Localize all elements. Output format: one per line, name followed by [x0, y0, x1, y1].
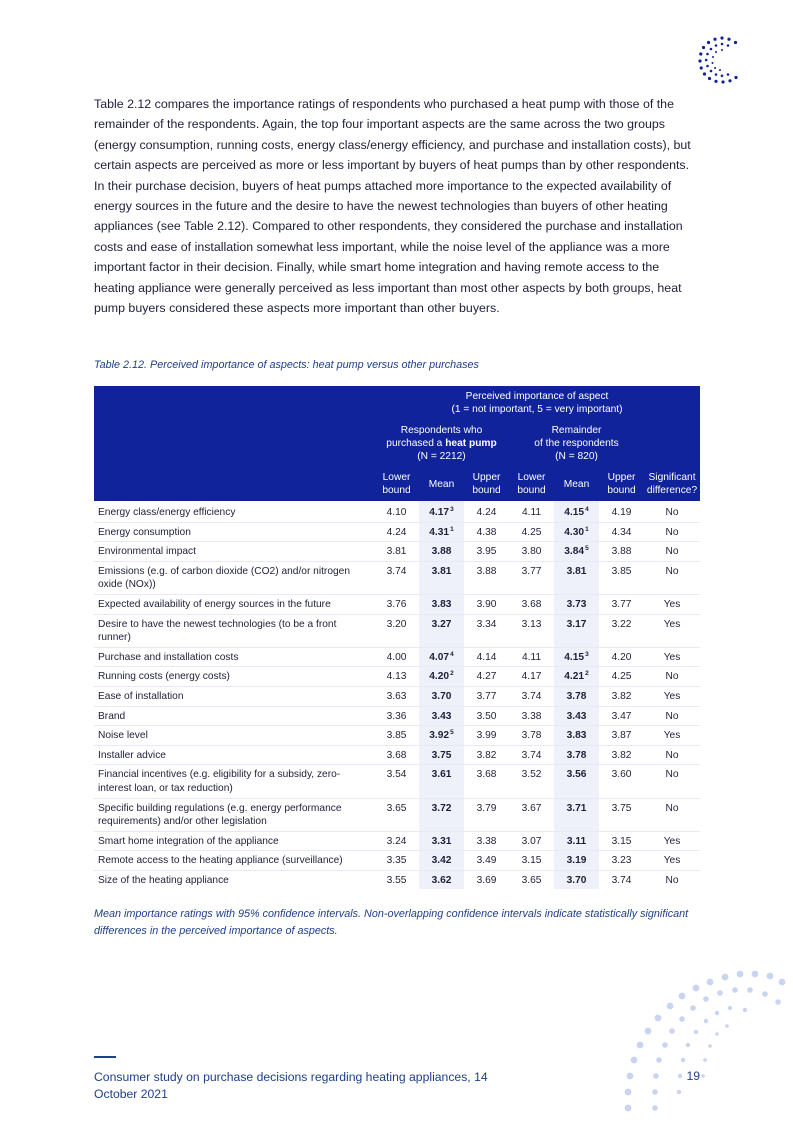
other-mean-cell: 3.43 [554, 706, 599, 726]
rank-superscript: 2 [585, 670, 589, 678]
aspect-cell: Energy class/energy efficiency [94, 501, 374, 522]
hp-mean-cell: 3.27 [419, 614, 464, 647]
hp-lower-cell: 3.63 [374, 686, 419, 706]
aspect-cell: Environmental impact [94, 542, 374, 562]
hp-upper-cell: 3.34 [464, 614, 509, 647]
hp-lower-cell: 4.24 [374, 522, 419, 542]
footer-rule [94, 1056, 116, 1058]
table-row [94, 798, 700, 831]
significant-cell: No [644, 522, 700, 542]
header-group-heat-pump: Respondents who purchased a heat pump (N = 2212) [374, 419, 509, 467]
table-note: Mean importance ratings with 95% confidence intervals. Non-overlapping confidence intervals indicate statistically significant differences in the perceived importance of aspects. [94, 908, 689, 937]
aspect-cell: Energy consumption [94, 522, 374, 542]
other-mean-cell: 3.84$^5$ [554, 542, 599, 562]
hp-mean-cell: 4.20$^2$ [419, 667, 464, 687]
hp-lower-cell: 4.10 [374, 501, 419, 522]
table-row [94, 745, 700, 765]
other-mean-cell: 3.17 [554, 614, 599, 647]
hp-upper-cell: 3.82 [464, 745, 509, 765]
hp-lower-cell: 3.20 [374, 614, 419, 647]
significant-cell: No [644, 706, 700, 726]
other-upper-cell: 3.88 [599, 542, 644, 562]
hp-mean-cell: 3.92$^5$ [419, 726, 464, 746]
significant-cell: No [665, 874, 679, 886]
rank-superscript: 2 [450, 670, 454, 678]
aspect-cell: Size of the heating appliance [98, 874, 229, 886]
aspect-cell: Emissions (e.g. of carbon dioxide (CO2) and/or nitrogen oxide (NOx)) [94, 561, 374, 594]
rank-superscript: 5 [450, 729, 454, 737]
importance-table [94, 386, 700, 889]
hp-lower-cell: 3.65 [374, 798, 419, 831]
other-upper-cell: 3.77 [599, 594, 644, 614]
hp-lower-cell: 3.74 [374, 561, 419, 594]
table-row [94, 542, 700, 562]
rank-superscript: 4 [585, 506, 589, 513]
other-upper-cell: 4.25 [599, 667, 644, 687]
other-lower-cell: 3.52 [509, 765, 554, 798]
table-row [94, 726, 700, 746]
aspect-cell: Expected availability of energy sources in the future [94, 594, 374, 614]
other-lower-cell: 3.80 [509, 542, 554, 562]
table-row [94, 501, 700, 522]
other-upper-cell: 3.87 [599, 726, 644, 746]
hp-mean-cell: 3.72 [419, 798, 464, 831]
other-mean-cell: 4.21$^2$ [554, 667, 599, 687]
other-upper-cell: 4.19 [599, 501, 644, 522]
significant-cell: Yes [644, 686, 700, 706]
other-upper-cell: 3.75 [599, 798, 644, 831]
other-mean-cell: 3.11 [554, 831, 599, 851]
hp-upper-cell: 4.38 [464, 522, 509, 542]
other-mean-cell: 4.15$^4$ [554, 501, 599, 522]
header-mean: Mean [419, 467, 464, 501]
other-mean-cell: 3.19 [554, 851, 599, 871]
significant-cell: No [644, 745, 700, 765]
significant-cell: Yes [644, 726, 700, 746]
table-row [94, 831, 700, 851]
table-row [94, 647, 700, 667]
other-mean-cell: 3.70 [554, 870, 599, 889]
hp-mean-cell: 3.31 [419, 831, 464, 851]
hp-mean-cell: 4.31$^1$ [419, 522, 464, 542]
rank-superscript: 3 [450, 506, 454, 513]
hp-mean-cell: 3.83 [419, 594, 464, 614]
aspect-cell: Financial incentives (e.g. eligibility for a subsidy, zero-interest loan, or tax reduction) [94, 765, 374, 798]
rank-superscript: 4 [450, 650, 454, 658]
hp-upper-cell: 3.90 [464, 594, 509, 614]
logo-icon [696, 34, 748, 86]
other-mean-cell: 3.71 [554, 798, 599, 831]
aspect-cell: Installer advice [94, 745, 374, 765]
other-lower-cell: 3.13 [509, 614, 554, 647]
other-mean-cell: 3.83 [554, 726, 599, 746]
other-lower-cell: 3.78 [509, 726, 554, 746]
hp-lower-cell: 3.35 [374, 851, 419, 871]
other-mean-cell: 4.15$^3$ [554, 647, 599, 667]
table-row [94, 686, 700, 706]
aspect-cell: Brand [94, 706, 374, 726]
hp-lower-cell: 3.76 [374, 594, 419, 614]
hp-lower-cell: 3.54 [374, 765, 419, 798]
other-mean-cell: 3.73 [554, 594, 599, 614]
other-upper-cell: 3.22 [599, 614, 644, 647]
other-lower-cell: 3.74 [509, 686, 554, 706]
other-lower-cell: 3.74 [509, 745, 554, 765]
other-lower-cell: 3.77 [509, 561, 554, 594]
significant-cell: No [644, 765, 700, 798]
hp-lower-cell: 3.68 [374, 745, 419, 765]
aspect-cell: Running costs (energy costs) [94, 667, 374, 687]
rank-superscript: 3 [585, 650, 589, 658]
hp-upper-cell: 3.38 [464, 831, 509, 851]
other-mean-cell: 3.81 [554, 561, 599, 594]
hp-lower-cell: 4.00 [374, 647, 419, 667]
table-row [94, 667, 700, 687]
significant-cell: Yes [644, 831, 700, 851]
aspect-cell: Ease of installation [94, 686, 374, 706]
header-blank [94, 419, 374, 467]
table-row [94, 765, 700, 798]
header-group-remainder: Remainder of the respondents (N = 820) [509, 419, 644, 467]
hp-upper-cell: 3.77 [464, 686, 509, 706]
other-lower-cell: 3.65 [521, 874, 542, 886]
header-upper-bound: Upper bound [599, 467, 644, 501]
other-lower-cell: 3.67 [509, 798, 554, 831]
significant-cell: No [644, 798, 700, 831]
significant-cell: Yes [644, 614, 700, 647]
intro-paragraph: Table 2.12 compares the importance ratings of respondents who purchased a heat pump with those of the remainder of the respondents. Again, the top four important aspects are the same across the two groups (energy consumption, running costs, energy class/energy efficiency, and purchase and installation costs), but certain aspects are perceived as more or less important by buyers of heat pumps than by other respondents. In their purchase decision, buyers of heat pumps attached more importance to the expected availability of energy sources in the future and the desire to have the newest technologies than buyers of other heating appliances (see Table 2.12). Compared to other respondents, they considered the purchase and installation costs and ease of installation somewhat less important, while the noise level of the appliance was a more important factor in their decision. Finally, while smart home integration and having remote access to the heating appliance were generally perceived as less important than most other aspects by both groups, heat pump buyers considered these aspects more important than other buyers. [94, 97, 691, 316]
hp-upper-cell: 4.27 [464, 667, 509, 687]
table-row [94, 594, 700, 614]
table-row [94, 561, 700, 594]
other-mean-cell: 3.78 [554, 745, 599, 765]
hp-mean-cell: 3.62 [419, 870, 464, 889]
hp-mean-cell: 3.43 [419, 706, 464, 726]
hp-lower-cell: 3.85 [374, 726, 419, 746]
hp-upper-cell: 3.79 [464, 798, 509, 831]
hp-mean-cell: 3.70 [419, 686, 464, 706]
header-blank [94, 386, 374, 419]
hp-upper-cell: 4.24 [464, 501, 509, 522]
hp-upper-cell: 3.95 [464, 542, 509, 562]
other-upper-cell: 4.34 [599, 522, 644, 542]
hp-mean-cell: 4.17$^3$ [419, 501, 464, 522]
table-caption: Table 2.12. Perceived importance of aspects: heat pump versus other purchases [94, 359, 479, 371]
significant-cell: No [644, 501, 700, 522]
header-mean: Mean [554, 467, 599, 501]
table-row [94, 614, 700, 647]
significant-cell: No [644, 542, 700, 562]
rank-superscript: 5 [585, 545, 589, 553]
other-lower-cell: 4.17 [509, 667, 554, 687]
decorative-dots [570, 968, 793, 1122]
significant-cell: Yes [644, 594, 700, 614]
header-lower-bound: Lower bound [509, 467, 554, 501]
significant-cell: No [644, 667, 700, 687]
other-lower-cell: 4.11 [509, 647, 554, 667]
hp-lower-cell: 3.81 [374, 542, 419, 562]
header-main: Perceived importance of aspect (1 = not important, 5 = very important) [374, 386, 700, 419]
header-blank [94, 467, 374, 501]
hp-lower-cell: 4.13 [374, 667, 419, 687]
other-upper-cell: 3.74 [611, 874, 632, 886]
other-lower-cell: 4.25 [509, 522, 554, 542]
table-row [94, 706, 700, 726]
other-upper-cell: 3.15 [599, 831, 644, 851]
other-upper-cell: 3.23 [599, 851, 644, 871]
header-significant: Significant difference? [644, 467, 700, 501]
hp-upper-cell: 3.88 [464, 561, 509, 594]
header-upper-bound: Upper bound [464, 467, 509, 501]
hp-lower-cell: 3.55 [386, 874, 407, 886]
other-mean-cell: 3.78 [554, 686, 599, 706]
other-upper-cell: 3.85 [599, 561, 644, 594]
hp-mean-cell: 3.61 [419, 765, 464, 798]
rank-superscript: 1 [585, 525, 589, 533]
hp-lower-cell: 3.24 [374, 831, 419, 851]
other-lower-cell: 3.15 [509, 851, 554, 871]
hp-upper-cell: 3.69 [476, 874, 497, 886]
other-mean-cell: 3.56 [554, 765, 599, 798]
table-row [94, 851, 700, 871]
aspect-cell: Desire to have the newest technologies (to be a front runner) [94, 614, 374, 647]
other-lower-cell: 3.38 [509, 706, 554, 726]
table-row [94, 870, 700, 889]
hp-upper-cell: 3.99 [464, 726, 509, 746]
hp-upper-cell: 3.49 [464, 851, 509, 871]
significant-cell: No [644, 561, 700, 594]
table-body [94, 501, 700, 889]
other-upper-cell: 3.82 [599, 686, 644, 706]
aspect-cell: Specific building regulations (e.g. energy performance requirements) and/or other legislation [94, 798, 374, 831]
aspect-cell: Purchase and installation costs [94, 647, 374, 667]
significant-cell: Yes [644, 851, 700, 871]
header-lower-bound: Lower bound [374, 467, 419, 501]
hp-mean-cell: 3.88 [419, 542, 464, 562]
aspect-cell: Smart home integration of the appliance [94, 831, 374, 851]
hp-mean-cell: 3.75 [419, 745, 464, 765]
hp-upper-cell: 3.50 [464, 706, 509, 726]
other-mean-cell: 4.30$^1$ [554, 522, 599, 542]
other-upper-cell: 3.47 [599, 706, 644, 726]
aspect-cell: Noise level [94, 726, 374, 746]
other-upper-cell: 3.82 [599, 745, 644, 765]
hp-mean-cell: 3.42 [419, 851, 464, 871]
hp-lower-cell: 3.36 [374, 706, 419, 726]
hp-upper-cell: 3.68 [464, 765, 509, 798]
significant-cell: Yes [644, 647, 700, 667]
hp-mean-cell: 3.81 [419, 561, 464, 594]
other-lower-cell: 4.11 [509, 501, 554, 522]
page-number: 19 [686, 1069, 700, 1083]
aspect-cell: Remote access to the heating appliance (surveillance) [94, 851, 374, 871]
other-upper-cell: 3.60 [599, 765, 644, 798]
rank-superscript: 1 [450, 525, 454, 533]
header-blank [644, 419, 700, 467]
other-lower-cell: 3.07 [509, 831, 554, 851]
hp-mean-cell: 4.07$^4$ [419, 647, 464, 667]
other-lower-cell: 3.68 [509, 594, 554, 614]
footer-title: Consumer study on purchase decisions regarding heating appliances, 14 October 2021 [94, 1070, 488, 1101]
other-upper-cell: 4.20 [599, 647, 644, 667]
table-row [94, 522, 700, 542]
hp-upper-cell: 4.14 [464, 647, 509, 667]
